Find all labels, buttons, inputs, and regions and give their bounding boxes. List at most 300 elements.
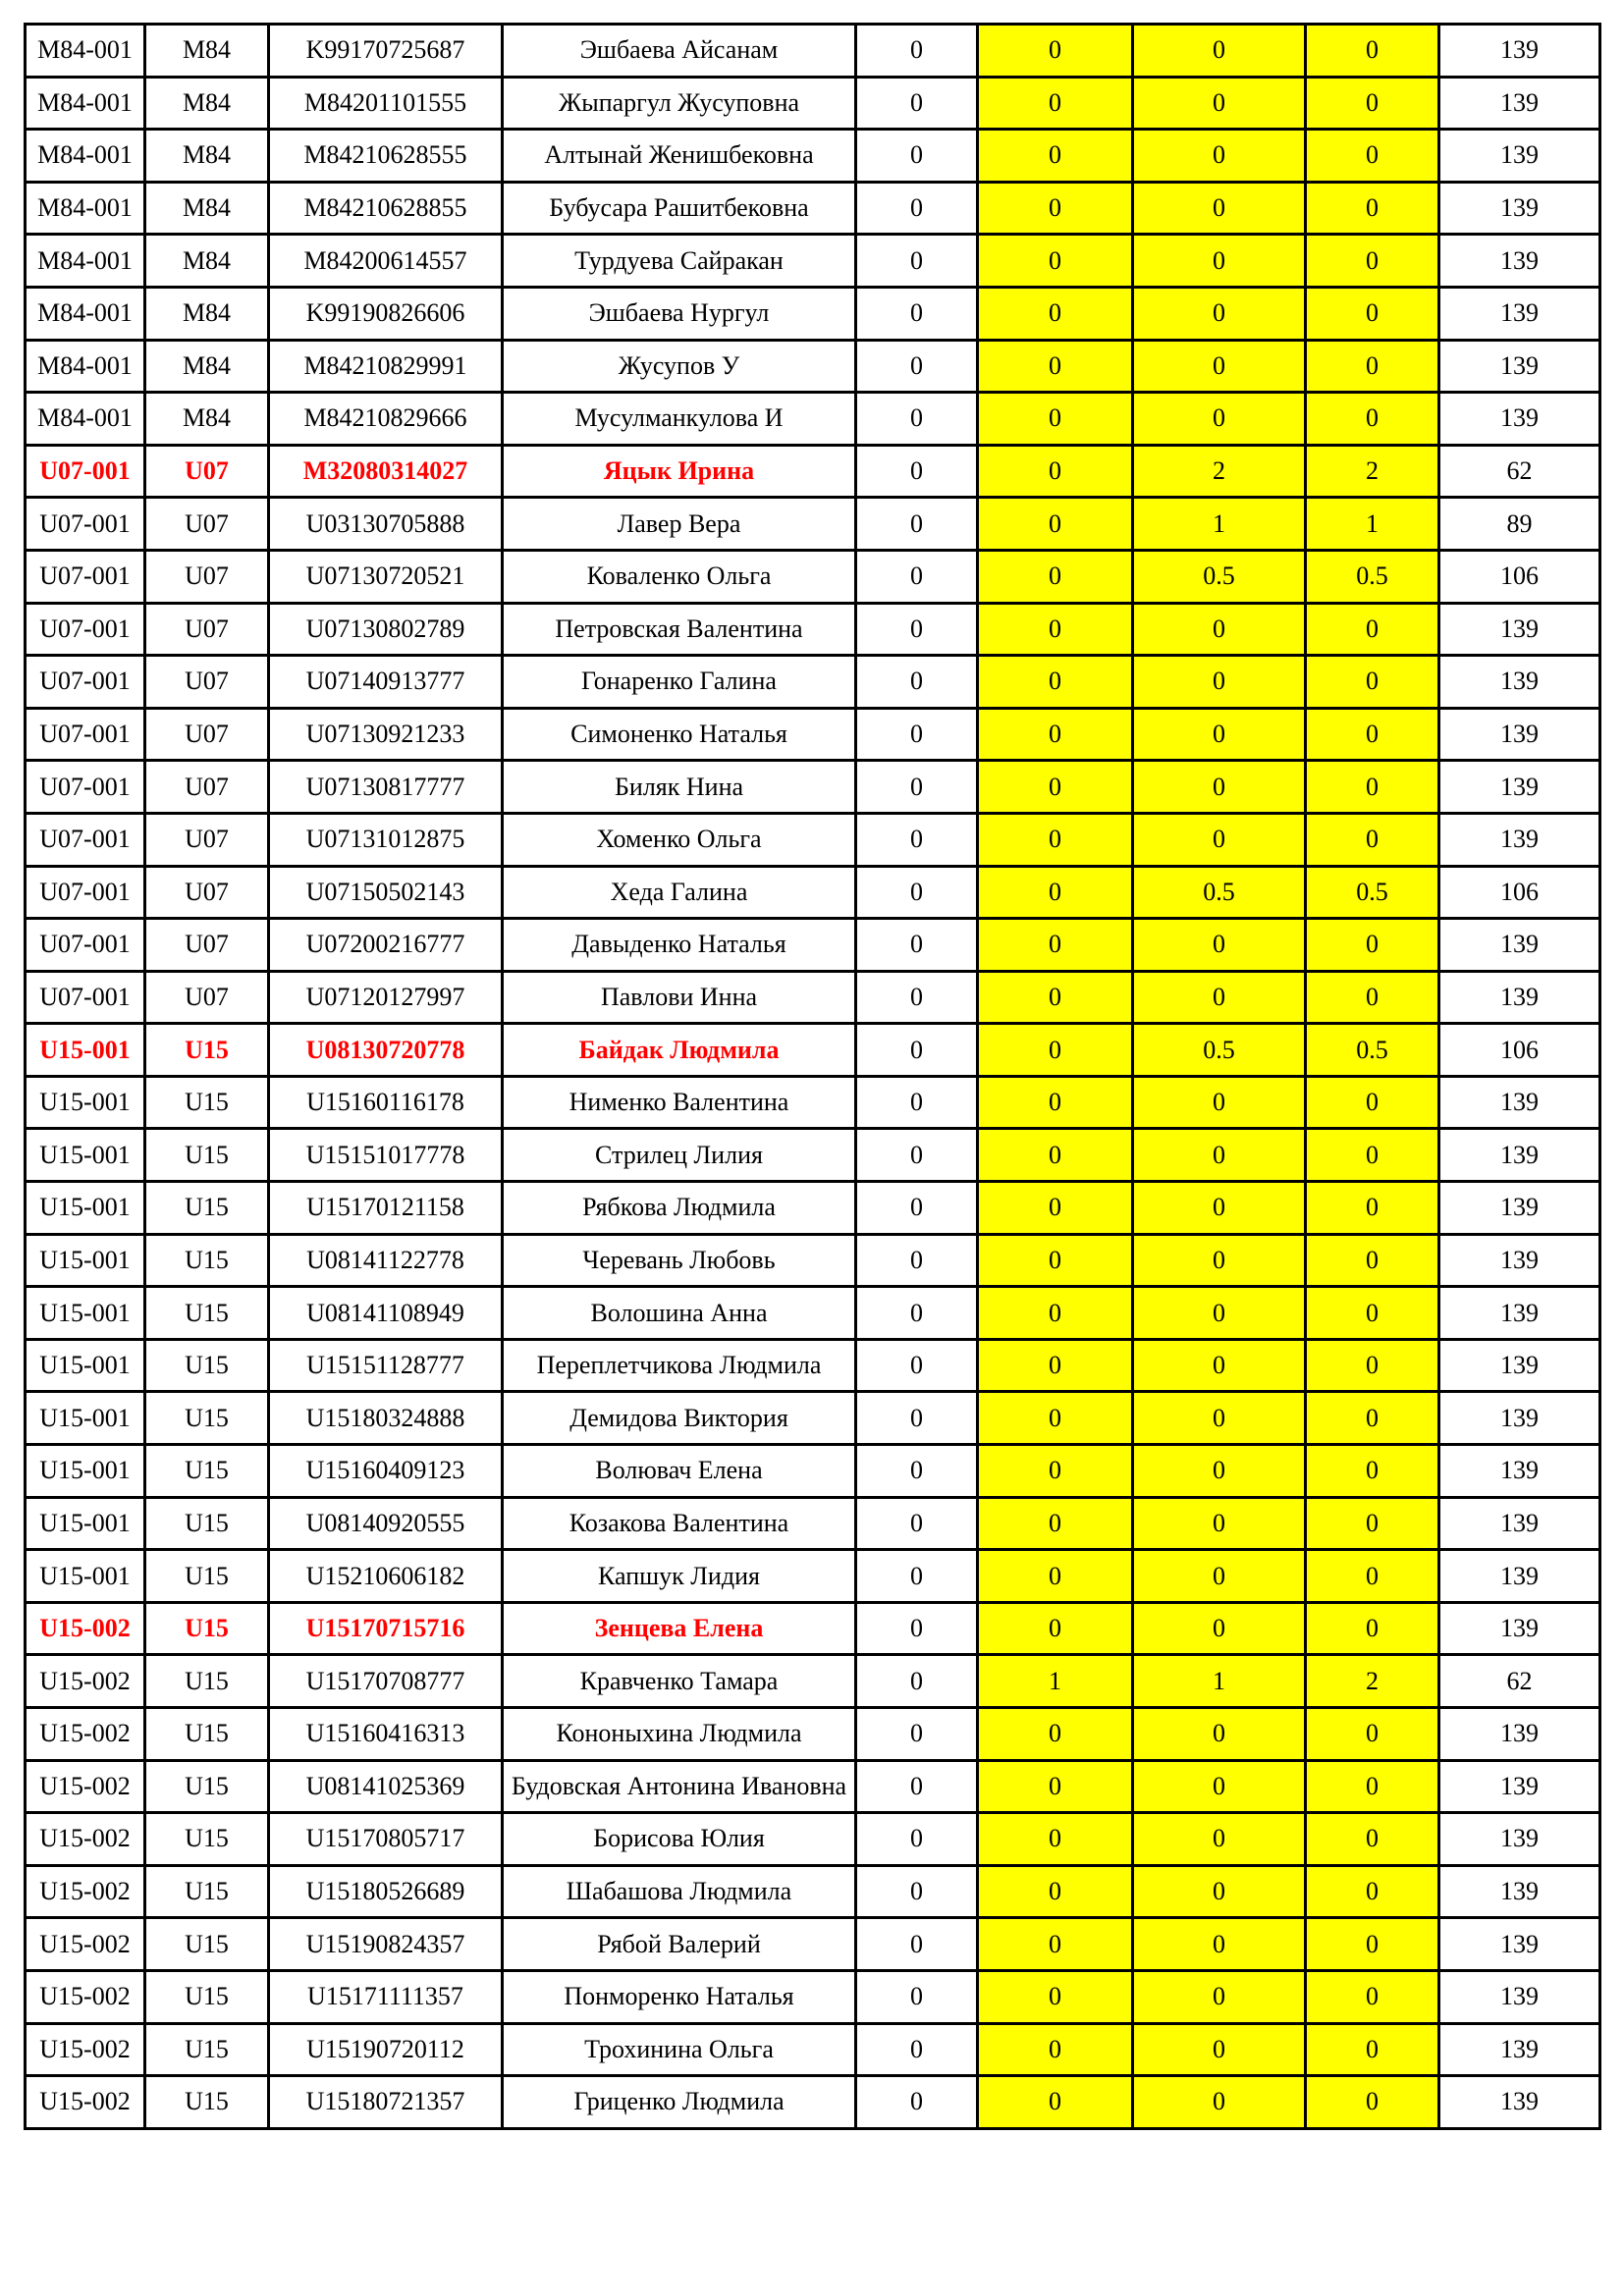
region-code-cell: U15: [145, 1445, 269, 1498]
value-3-cell: 2: [1133, 445, 1306, 498]
member-id-cell: U07140913777: [269, 656, 503, 709]
value-2-cell: 0: [978, 1287, 1133, 1340]
value-3-cell: 0: [1133, 708, 1306, 761]
region-code-cell: U15: [145, 1287, 269, 1340]
member-id-cell: U15151017778: [269, 1129, 503, 1182]
region-code-cell: U07: [145, 761, 269, 814]
member-id-cell: U15170805717: [269, 1813, 503, 1866]
value-4-cell: 2: [1306, 445, 1439, 498]
member-id-cell: M84210628555: [269, 130, 503, 183]
member-id-cell: U15170708777: [269, 1655, 503, 1708]
group-code-cell: M84-001: [26, 340, 145, 393]
value-4-cell: 0: [1306, 1865, 1439, 1918]
region-code-cell: U15: [145, 1129, 269, 1182]
member-name-cell: Жыпаргул Жусуповна: [503, 77, 856, 130]
value-5-cell: 139: [1439, 393, 1600, 446]
member-id-cell: U07200216777: [269, 919, 503, 972]
value-3-cell: 0: [1133, 1865, 1306, 1918]
table-row: [26, 1287, 1600, 1340]
value-5-cell: 139: [1439, 603, 1600, 656]
member-id-cell: U15160416313: [269, 1708, 503, 1761]
value-5-cell: 139: [1439, 708, 1600, 761]
value-5-cell: 139: [1439, 813, 1600, 866]
group-code-cell: U07-001: [26, 866, 145, 919]
region-code-cell: U07: [145, 603, 269, 656]
region-code-cell: M84: [145, 340, 269, 393]
value-4-cell: 0: [1306, 971, 1439, 1024]
member-name-cell: Гриценко Людмила: [503, 2076, 856, 2129]
value-5-cell: 139: [1439, 919, 1600, 972]
value-5-cell: 139: [1439, 656, 1600, 709]
value-5-cell: 139: [1439, 77, 1600, 130]
value-2-cell: 0: [978, 1918, 1133, 1971]
value-5-cell: 89: [1439, 498, 1600, 551]
value-4-cell: 0: [1306, 656, 1439, 709]
region-code-cell: U15: [145, 1813, 269, 1866]
value-3-cell: 0: [1133, 1182, 1306, 1235]
value-2-cell: 0: [978, 550, 1133, 603]
value-2-cell: 1: [978, 1655, 1133, 1708]
group-code-cell: U15-001: [26, 1234, 145, 1287]
value-5-cell: 139: [1439, 25, 1600, 78]
member-name-cell: Мусулманкулова И: [503, 393, 856, 446]
group-code-cell: U15-002: [26, 2076, 145, 2129]
value-2-cell: 0: [978, 1339, 1133, 1392]
value-3-cell: 0: [1133, 813, 1306, 866]
member-name-cell: Черевань Любовь: [503, 1234, 856, 1287]
member-name-cell: Жусупов У: [503, 340, 856, 393]
group-code-cell: U15-002: [26, 2023, 145, 2076]
value-1-cell: 0: [856, 340, 978, 393]
value-1-cell: 0: [856, 656, 978, 709]
value-1-cell: 0: [856, 761, 978, 814]
value-4-cell: 0: [1306, 2076, 1439, 2129]
value-2-cell: 0: [978, 2076, 1133, 2129]
value-1-cell: 0: [856, 2023, 978, 2076]
group-code-cell: M84-001: [26, 287, 145, 340]
table-row: [26, 1234, 1600, 1287]
value-2-cell: 0: [978, 708, 1133, 761]
member-name-cell: Стрилец Лилия: [503, 1129, 856, 1182]
value-5-cell: 139: [1439, 1550, 1600, 1603]
value-3-cell: 1: [1133, 1655, 1306, 1708]
value-1-cell: 0: [856, 1918, 978, 1971]
value-5-cell: 139: [1439, 1339, 1600, 1392]
value-3-cell: 0: [1133, 919, 1306, 972]
table-row: [26, 498, 1600, 551]
value-4-cell: 0: [1306, 1550, 1439, 1603]
table-row: [26, 1865, 1600, 1918]
value-4-cell: 0.5: [1306, 550, 1439, 603]
value-5-cell: 139: [1439, 1970, 1600, 2023]
group-code-cell: U15-001: [26, 1497, 145, 1550]
value-5-cell: 139: [1439, 1602, 1600, 1655]
group-code-cell: U07-001: [26, 445, 145, 498]
value-3-cell: 1: [1133, 498, 1306, 551]
value-5-cell: 106: [1439, 866, 1600, 919]
value-4-cell: 0: [1306, 1339, 1439, 1392]
region-code-cell: U15: [145, 1970, 269, 2023]
value-4-cell: 0.5: [1306, 1024, 1439, 1077]
value-3-cell: 0: [1133, 25, 1306, 78]
member-id-cell: U07131012875: [269, 813, 503, 866]
member-name-cell: Шабашова Людмила: [503, 1865, 856, 1918]
value-2-cell: 0: [978, 1497, 1133, 1550]
value-4-cell: 2: [1306, 1655, 1439, 1708]
region-code-cell: U15: [145, 1708, 269, 1761]
value-3-cell: 0.5: [1133, 550, 1306, 603]
value-4-cell: 0: [1306, 1182, 1439, 1235]
value-4-cell: 0: [1306, 130, 1439, 183]
value-4-cell: 0: [1306, 1760, 1439, 1813]
member-id-cell: U15190720112: [269, 2023, 503, 2076]
member-name-cell: Будовская Антонина Ивановна: [503, 1760, 856, 1813]
data-table: [24, 23, 1601, 2130]
member-id-cell: U15151128777: [269, 1339, 503, 1392]
value-5-cell: 139: [1439, 235, 1600, 288]
value-3-cell: 0: [1133, 1497, 1306, 1550]
value-1-cell: 0: [856, 708, 978, 761]
table-row: [26, 813, 1600, 866]
member-name-cell: Давыденко Наталья: [503, 919, 856, 972]
group-code-cell: U15-001: [26, 1182, 145, 1235]
table-row: [26, 550, 1600, 603]
table-row: [26, 1445, 1600, 1498]
value-4-cell: 0: [1306, 182, 1439, 235]
region-code-cell: U07: [145, 550, 269, 603]
value-5-cell: 139: [1439, 761, 1600, 814]
member-id-cell: M84201101555: [269, 77, 503, 130]
value-1-cell: 0: [856, 182, 978, 235]
member-name-cell: Рябой Валерий: [503, 1918, 856, 1971]
value-3-cell: 0: [1133, 1392, 1306, 1445]
table-body: [26, 25, 1600, 2129]
table-row: [26, 340, 1600, 393]
value-2-cell: 0: [978, 656, 1133, 709]
value-5-cell: 139: [1439, 287, 1600, 340]
table-row: [26, 603, 1600, 656]
value-3-cell: 0: [1133, 1602, 1306, 1655]
value-1-cell: 0: [856, 1865, 978, 1918]
value-4-cell: 0: [1306, 2023, 1439, 2076]
member-name-cell: Эшбаева Айсанам: [503, 25, 856, 78]
group-code-cell: M84-001: [26, 182, 145, 235]
table-row: [26, 235, 1600, 288]
value-1-cell: 0: [856, 1024, 978, 1077]
value-2-cell: 0: [978, 1024, 1133, 1077]
value-4-cell: 0: [1306, 708, 1439, 761]
member-id-cell: U08141108949: [269, 1287, 503, 1340]
group-code-cell: U15-002: [26, 1918, 145, 1971]
table-row: [26, 1655, 1600, 1708]
member-name-cell: Борисова Юлия: [503, 1813, 856, 1866]
value-3-cell: 0: [1133, 971, 1306, 1024]
member-id-cell: M84210829991: [269, 340, 503, 393]
value-4-cell: 0: [1306, 77, 1439, 130]
region-code-cell: U15: [145, 1865, 269, 1918]
member-id-cell: U03130705888: [269, 498, 503, 551]
value-1-cell: 0: [856, 1392, 978, 1445]
region-code-cell: U07: [145, 656, 269, 709]
value-5-cell: 139: [1439, 2023, 1600, 2076]
region-code-cell: U15: [145, 1918, 269, 1971]
group-code-cell: U15-001: [26, 1129, 145, 1182]
region-code-cell: U15: [145, 1602, 269, 1655]
value-1-cell: 0: [856, 77, 978, 130]
value-5-cell: 139: [1439, 1918, 1600, 1971]
value-2-cell: 0: [978, 1760, 1133, 1813]
member-id-cell: U15180526689: [269, 1865, 503, 1918]
region-code-cell: U15: [145, 1234, 269, 1287]
member-name-cell: Турдуева Сайракан: [503, 235, 856, 288]
member-id-cell: U07130921233: [269, 708, 503, 761]
member-name-cell: Лавер Вера: [503, 498, 856, 551]
value-1-cell: 0: [856, 1760, 978, 1813]
member-id-cell: U15190824357: [269, 1918, 503, 1971]
region-code-cell: U15: [145, 1760, 269, 1813]
group-code-cell: M84-001: [26, 25, 145, 78]
value-1-cell: 0: [856, 1445, 978, 1498]
member-id-cell: U08141122778: [269, 1234, 503, 1287]
value-4-cell: 0: [1306, 1813, 1439, 1866]
region-code-cell: M84: [145, 182, 269, 235]
member-name-cell: Рябкова Людмила: [503, 1182, 856, 1235]
group-code-cell: U15-001: [26, 1287, 145, 1340]
value-5-cell: 62: [1439, 1655, 1600, 1708]
value-1-cell: 0: [856, 1602, 978, 1655]
value-3-cell: 0: [1133, 1129, 1306, 1182]
value-3-cell: 0: [1133, 1076, 1306, 1129]
member-name-cell: Гонаренко Галина: [503, 656, 856, 709]
group-code-cell: U15-001: [26, 1024, 145, 1077]
value-5-cell: 139: [1439, 971, 1600, 1024]
group-code-cell: U07-001: [26, 919, 145, 972]
value-5-cell: 139: [1439, 340, 1600, 393]
group-code-cell: U07-001: [26, 813, 145, 866]
region-code-cell: U15: [145, 2076, 269, 2129]
member-id-cell: U07130720521: [269, 550, 503, 603]
value-5-cell: 139: [1439, 182, 1600, 235]
value-4-cell: 0: [1306, 1602, 1439, 1655]
value-5-cell: 139: [1439, 1234, 1600, 1287]
member-name-cell: Волювач Елена: [503, 1445, 856, 1498]
table-row: [26, 2023, 1600, 2076]
value-3-cell: 0: [1133, 182, 1306, 235]
value-4-cell: 0: [1306, 813, 1439, 866]
value-4-cell: 0: [1306, 25, 1439, 78]
member-id-cell: U07130817777: [269, 761, 503, 814]
value-2-cell: 0: [978, 393, 1133, 446]
value-3-cell: 0: [1133, 235, 1306, 288]
member-id-cell: M84210829666: [269, 393, 503, 446]
value-4-cell: 0: [1306, 235, 1439, 288]
value-3-cell: 0: [1133, 1813, 1306, 1866]
member-name-cell: Переплетчикова Людмила: [503, 1339, 856, 1392]
table-row: [26, 866, 1600, 919]
member-id-cell: U15160409123: [269, 1445, 503, 1498]
value-1-cell: 0: [856, 1550, 978, 1603]
value-2-cell: 0: [978, 2023, 1133, 2076]
member-name-cell: Коваленко Ольга: [503, 550, 856, 603]
group-code-cell: U15-002: [26, 1760, 145, 1813]
value-2-cell: 0: [978, 761, 1133, 814]
region-code-cell: U15: [145, 1024, 269, 1077]
value-1-cell: 0: [856, 25, 978, 78]
value-2-cell: 0: [978, 25, 1133, 78]
group-code-cell: U15-002: [26, 1970, 145, 2023]
region-code-cell: M84: [145, 287, 269, 340]
group-code-cell: U15-001: [26, 1550, 145, 1603]
value-4-cell: 0: [1306, 340, 1439, 393]
value-1-cell: 0: [856, 1339, 978, 1392]
value-2-cell: 0: [978, 1865, 1133, 1918]
value-2-cell: 0: [978, 1550, 1133, 1603]
table-row: [26, 708, 1600, 761]
value-2-cell: 0: [978, 1182, 1133, 1235]
table-row: [26, 971, 1600, 1024]
value-2-cell: 0: [978, 813, 1133, 866]
member-name-cell: Зенцева Елена: [503, 1602, 856, 1655]
region-code-cell: M84: [145, 130, 269, 183]
value-5-cell: 139: [1439, 1076, 1600, 1129]
table-row: [26, 656, 1600, 709]
value-3-cell: 0: [1133, 761, 1306, 814]
member-id-cell: U07150502143: [269, 866, 503, 919]
member-name-cell: Нименко Валентина: [503, 1076, 856, 1129]
table-row: [26, 287, 1600, 340]
value-1-cell: 0: [856, 393, 978, 446]
table-row: [26, 761, 1600, 814]
member-id-cell: K99190826606: [269, 287, 503, 340]
table-row: [26, 25, 1600, 78]
region-code-cell: M84: [145, 235, 269, 288]
group-code-cell: M84-001: [26, 130, 145, 183]
value-4-cell: 0: [1306, 603, 1439, 656]
region-code-cell: M84: [145, 77, 269, 130]
member-name-cell: Петровская Валентина: [503, 603, 856, 656]
table-row: [26, 1339, 1600, 1392]
member-id-cell: U07130802789: [269, 603, 503, 656]
region-code-cell: M84: [145, 25, 269, 78]
table-row: [26, 919, 1600, 972]
value-5-cell: 62: [1439, 445, 1600, 498]
table-row: [26, 130, 1600, 183]
value-2-cell: 0: [978, 498, 1133, 551]
group-code-cell: U07-001: [26, 761, 145, 814]
value-4-cell: 1: [1306, 498, 1439, 551]
member-name-cell: Капшук Лидия: [503, 1550, 856, 1603]
member-name-cell: Кравченко Тамара: [503, 1655, 856, 1708]
value-2-cell: 0: [978, 182, 1133, 235]
member-name-cell: Симоненко Наталья: [503, 708, 856, 761]
value-1-cell: 0: [856, 1655, 978, 1708]
value-1-cell: 0: [856, 550, 978, 603]
region-code-cell: U15: [145, 1655, 269, 1708]
member-id-cell: U08141025369: [269, 1760, 503, 1813]
value-3-cell: 0: [1133, 1708, 1306, 1761]
value-4-cell: 0: [1306, 1076, 1439, 1129]
value-1-cell: 0: [856, 235, 978, 288]
value-3-cell: 0: [1133, 2076, 1306, 2129]
member-id-cell: U07120127997: [269, 971, 503, 1024]
group-code-cell: U15-001: [26, 1445, 145, 1498]
member-name-cell: Хеда Галина: [503, 866, 856, 919]
value-3-cell: 0: [1133, 1339, 1306, 1392]
value-3-cell: 0: [1133, 1918, 1306, 1971]
member-id-cell: M32080314027: [269, 445, 503, 498]
region-code-cell: M84: [145, 393, 269, 446]
value-1-cell: 0: [856, 1076, 978, 1129]
value-2-cell: 0: [978, 1392, 1133, 1445]
group-code-cell: U07-001: [26, 498, 145, 551]
member-name-cell: Трохинина Ольга: [503, 2023, 856, 2076]
value-4-cell: 0: [1306, 1918, 1439, 1971]
value-3-cell: 0: [1133, 603, 1306, 656]
group-code-cell: M84-001: [26, 235, 145, 288]
region-code-cell: U07: [145, 813, 269, 866]
member-name-cell: Хоменко Ольга: [503, 813, 856, 866]
value-2-cell: 0: [978, 1813, 1133, 1866]
table-row: [26, 1392, 1600, 1445]
value-4-cell: 0: [1306, 1234, 1439, 1287]
value-1-cell: 0: [856, 2076, 978, 2129]
group-code-cell: U15-001: [26, 1076, 145, 1129]
value-1-cell: 0: [856, 1813, 978, 1866]
table-row: [26, 1550, 1600, 1603]
value-2-cell: 0: [978, 77, 1133, 130]
member-id-cell: U15180324888: [269, 1392, 503, 1445]
value-4-cell: 0: [1306, 1287, 1439, 1340]
member-id-cell: U15170715716: [269, 1602, 503, 1655]
member-id-cell: U15171111357: [269, 1970, 503, 2023]
member-id-cell: K99170725687: [269, 25, 503, 78]
value-1-cell: 0: [856, 1182, 978, 1235]
value-2-cell: 0: [978, 287, 1133, 340]
member-name-cell: Алтынай Женишбековна: [503, 130, 856, 183]
value-1-cell: 0: [856, 1287, 978, 1340]
value-3-cell: 0: [1133, 1234, 1306, 1287]
value-5-cell: 139: [1439, 1287, 1600, 1340]
table-row: [26, 1813, 1600, 1866]
value-1-cell: 0: [856, 1129, 978, 1182]
value-3-cell: 0: [1133, 77, 1306, 130]
value-5-cell: 139: [1439, 1708, 1600, 1761]
group-code-cell: U15-002: [26, 1865, 145, 1918]
value-1-cell: 0: [856, 498, 978, 551]
group-code-cell: U15-001: [26, 1392, 145, 1445]
value-1-cell: 0: [856, 971, 978, 1024]
value-3-cell: 0: [1133, 1760, 1306, 1813]
region-code-cell: U15: [145, 1339, 269, 1392]
value-4-cell: 0: [1306, 1970, 1439, 2023]
region-code-cell: U15: [145, 1497, 269, 1550]
value-5-cell: 139: [1439, 130, 1600, 183]
group-code-cell: U07-001: [26, 656, 145, 709]
member-name-cell: Павлови Инна: [503, 971, 856, 1024]
group-code-cell: U07-001: [26, 603, 145, 656]
table-row: [26, 77, 1600, 130]
table-row: [26, 1497, 1600, 1550]
value-1-cell: 0: [856, 1234, 978, 1287]
table-row: [26, 1708, 1600, 1761]
value-5-cell: 139: [1439, 1182, 1600, 1235]
value-1-cell: 0: [856, 445, 978, 498]
table-row: [26, 1129, 1600, 1182]
value-3-cell: 0.5: [1133, 866, 1306, 919]
member-name-cell: Волошина Анна: [503, 1287, 856, 1340]
region-code-cell: U07: [145, 971, 269, 1024]
table-row: [26, 1760, 1600, 1813]
